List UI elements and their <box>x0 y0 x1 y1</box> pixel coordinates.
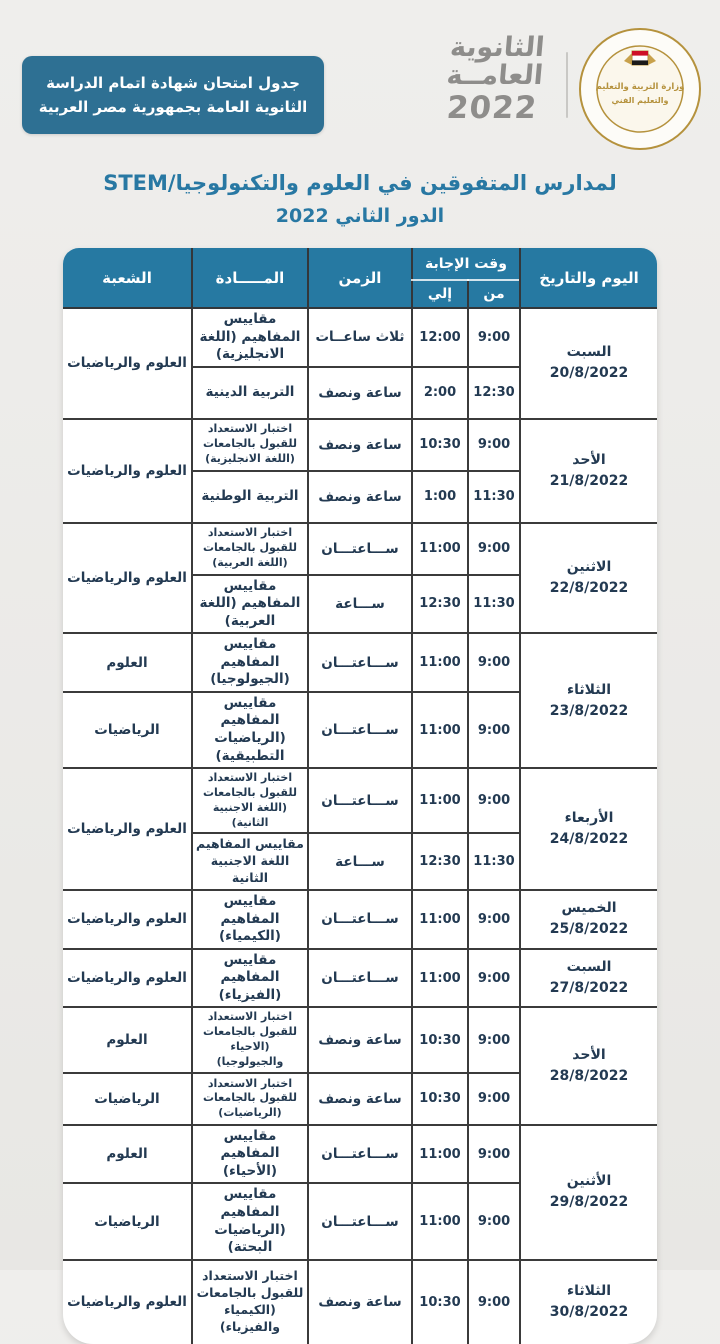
from-cell: 12:30 <box>468 367 520 419</box>
to-cell: 1:00 <box>412 471 468 523</box>
badge-line2: الثانوية العامة بجمهورية مصر العربية <box>38 98 308 116</box>
branch-cell: العلوم <box>63 633 192 692</box>
subject-cell: اختبار الاستعداد للقبول بالجامعات (الاحياء والجيولوجيا) <box>192 1007 308 1072</box>
duration-cell: ساعة ونصف <box>308 367 412 419</box>
from-cell: 9:00 <box>468 1007 520 1072</box>
duration-cell: ثلاث ساعــات <box>308 308 412 367</box>
day-name: الأحد <box>572 451 606 468</box>
day-name: الاثنين <box>566 558 612 575</box>
day-name: الثلاثاء <box>566 1283 612 1300</box>
from-cell: 9:00 <box>468 419 520 471</box>
branch-cell: الرياضيات <box>63 692 192 768</box>
subject-cell: اختبار الاستعداد للقبول بالجامعات (اللغة العربية) <box>192 523 308 575</box>
subject-cell: التربية الوطنية <box>192 471 308 523</box>
to-cell: 11:00 <box>412 768 468 833</box>
duration-cell: ساعة ونصف <box>308 471 412 523</box>
to-cell: 11:00 <box>412 1125 468 1184</box>
duration-cell: ساعة ونصف <box>308 1073 412 1125</box>
ministry-emblem-svg <box>578 27 702 151</box>
table-row <box>63 949 657 1008</box>
logo-line1: الثانوية <box>448 32 546 63</box>
day-name: السبت <box>566 959 612 976</box>
from-cell: 9:00 <box>468 1125 520 1184</box>
table-row <box>63 419 657 471</box>
duration-cell: ســـاعة <box>308 575 412 634</box>
subject-cell: مقاييس المفاهيم (الرياضيات البحتة) <box>192 1183 308 1259</box>
from-cell: 9:00 <box>468 692 520 768</box>
subject-cell: اختبار الاستعداد للقبول بالجامعات (اللغة الاجنبية الثانية) <box>192 768 308 833</box>
day-name: السبت <box>566 344 612 361</box>
subject-cell: مقاييس المفاهيم (الفيزياء) <box>192 949 308 1008</box>
day-cell <box>520 1260 657 1344</box>
col-header-from: من <box>468 280 520 308</box>
schedule-table-card <box>63 248 657 1344</box>
duration-cell: ســـاعتـــان <box>308 949 412 1008</box>
subject-cell: مقاييس المفاهيم (الكيمياء) <box>192 890 308 949</box>
col-header-branch: الشعبة <box>63 248 192 308</box>
day-cell <box>520 523 657 634</box>
branch-cell: العلوم <box>63 1125 192 1184</box>
branch-cell: العلوم والرياضيات <box>63 419 192 523</box>
day-date: 28/8/2022 <box>549 1068 629 1085</box>
subject-cell: مقاييس المفاهيم (اللغة العربية) <box>192 575 308 634</box>
emblem-ring-text <box>578 27 583 29</box>
branch-cell: العلوم والرياضيات <box>63 890 192 949</box>
day-name: الأثنين <box>566 1173 612 1190</box>
day-date: 30/8/2022 <box>549 1304 629 1321</box>
duration-cell: ساعة ونصف <box>308 419 412 471</box>
table-row <box>63 768 657 833</box>
branch-cell: العلوم والرياضيات <box>63 523 192 634</box>
table-row <box>63 1125 657 1184</box>
duration-cell: ساعة ونصف <box>308 1260 412 1344</box>
branch-cell: العلوم والرياضيات <box>63 949 192 1008</box>
from-cell: 9:00 <box>468 633 520 692</box>
from-cell: 9:00 <box>468 890 520 949</box>
day-date: 29/8/2022 <box>549 1194 629 1211</box>
to-cell: 10:30 <box>412 1260 468 1344</box>
table-row <box>63 308 657 367</box>
subject-cell: اختبار الاستعداد للقبول بالجامعات (الكيمياء والفيزياء) <box>192 1260 308 1344</box>
from-cell: 9:00 <box>468 523 520 575</box>
subject-cell: مقاييس المفاهيم (الجيولوجيا) <box>192 633 308 692</box>
from-cell: 9:00 <box>468 308 520 367</box>
table-row <box>63 523 657 575</box>
day-date: 25/8/2022 <box>549 921 629 938</box>
branch-cell: العلوم والرياضيات <box>63 768 192 890</box>
subject-cell: التربية الدينية <box>192 367 308 419</box>
duration-cell: ســـاعتـــان <box>308 633 412 692</box>
from-cell: 11:30 <box>468 833 520 890</box>
from-cell: 9:00 <box>468 1073 520 1125</box>
duration-cell: ســـاعتـــان <box>308 768 412 833</box>
thanaweya-amma-logo <box>428 34 561 126</box>
duration-cell: ســـاعتـــان <box>308 1125 412 1184</box>
to-cell: 11:00 <box>412 633 468 692</box>
subject-cell: مقاييس المفاهيم اللغة الاجنبية الثانية <box>192 833 308 890</box>
to-cell: 10:30 <box>412 1073 468 1125</box>
table-row <box>63 1260 657 1344</box>
subject-cell: مقاييس المفاهيم (الرياضيات التطبيقية) <box>192 692 308 768</box>
to-cell: 10:30 <box>412 1007 468 1072</box>
to-cell: 11:00 <box>412 523 468 575</box>
day-cell <box>520 308 657 419</box>
to-cell: 11:00 <box>412 692 468 768</box>
subject-cell: مقاييس المفاهيم (الأحياء) <box>192 1125 308 1184</box>
svg-text:MINISTRY OF EDUCATION AND TECH <box>578 27 583 29</box>
day-date: 27/8/2022 <box>549 980 629 997</box>
day-name: الخميس <box>561 900 617 917</box>
badge-line1: جدول امتحان شهادة اتمام الدراسة <box>46 74 300 92</box>
day-name: الأحد <box>572 1047 606 1064</box>
day-name: الثلاثاء <box>566 681 612 698</box>
emblem-center-line2: والتعليم الفني <box>611 96 669 105</box>
duration-cell: ساعة ونصف <box>308 1007 412 1072</box>
subject-cell: مقاييس المفاهيم (اللغة الانجليزية) <box>192 308 308 367</box>
branch-cell: الرياضيات <box>63 1183 192 1259</box>
to-cell: 12:00 <box>412 308 468 367</box>
duration-cell: ســـاعتـــان <box>308 1183 412 1259</box>
day-date: 22/8/2022 <box>549 579 629 596</box>
subject-cell: اختبار الاستعداد للقبول بالجامعات (اللغة الانجليزية) <box>192 419 308 471</box>
to-cell: 12:30 <box>412 833 468 890</box>
from-cell: 9:00 <box>468 1183 520 1259</box>
day-cell <box>520 768 657 890</box>
to-cell: 2:00 <box>412 367 468 419</box>
day-date: 24/8/2022 <box>549 831 629 848</box>
emblem-center-line1: وزارة التربية والتعليم <box>595 82 685 92</box>
col-header-subject: المـــــادة <box>192 248 308 308</box>
duration-cell: ســـاعة <box>308 833 412 890</box>
duration-cell: ســـاعتـــان <box>308 890 412 949</box>
from-cell: 9:00 <box>468 949 520 1008</box>
day-cell <box>520 633 657 768</box>
day-date: 20/8/2022 <box>549 365 629 382</box>
branch-cell: العلوم والرياضيات <box>63 1260 192 1344</box>
to-cell: 11:00 <box>412 890 468 949</box>
branch-cell: العلوم والرياضيات <box>63 308 192 419</box>
to-cell: 12:30 <box>412 575 468 634</box>
branch-cell: الرياضيات <box>63 1073 192 1125</box>
to-cell: 10:30 <box>412 419 468 471</box>
to-cell: 11:00 <box>412 949 468 1008</box>
day-cell <box>520 890 657 949</box>
col-header-answer-time: وقت الإجابة <box>412 248 520 280</box>
duration-cell: ســـاعتـــان <box>308 692 412 768</box>
day-cell <box>520 949 657 1008</box>
day-name: الأربعاء <box>564 810 614 827</box>
page-title-line1: لمدارس المتفوقين في العلوم والتكنولوجيا/STEM <box>103 171 617 195</box>
day-cell <box>520 419 657 523</box>
to-cell: 11:00 <box>412 1183 468 1259</box>
duration-cell: ســـاعتـــان <box>308 523 412 575</box>
table-row <box>63 633 657 692</box>
col-header-duration: الزمن <box>308 248 412 308</box>
col-header-to: إلي <box>412 280 468 308</box>
table-row <box>63 890 657 949</box>
table-row <box>63 1007 657 1072</box>
schedule-title-badge <box>22 56 324 134</box>
col-header-day: اليوم والتاريخ <box>520 248 657 308</box>
page-title-line2: الدور الثاني 2022 <box>275 204 445 227</box>
schedule-table <box>63 248 657 1344</box>
page-title <box>0 166 720 230</box>
from-cell: 9:00 <box>468 768 520 833</box>
logo-line2: العامــة <box>445 60 545 92</box>
logo-year: 2022 <box>445 89 539 126</box>
day-cell <box>520 1125 657 1260</box>
from-cell: 9:00 <box>468 1260 520 1344</box>
day-date: 23/8/2022 <box>549 702 629 719</box>
ministry-emblem-icon <box>578 27 702 151</box>
subject-cell: اختبار الاستعداد للقبول بالجامعات (الرياضيات) <box>192 1073 308 1125</box>
from-cell: 11:30 <box>468 575 520 634</box>
logo-divider <box>566 52 568 118</box>
day-date: 21/8/2022 <box>549 472 629 489</box>
from-cell: 11:30 <box>468 471 520 523</box>
day-cell <box>520 1007 657 1124</box>
branch-cell: العلوم <box>63 1007 192 1072</box>
